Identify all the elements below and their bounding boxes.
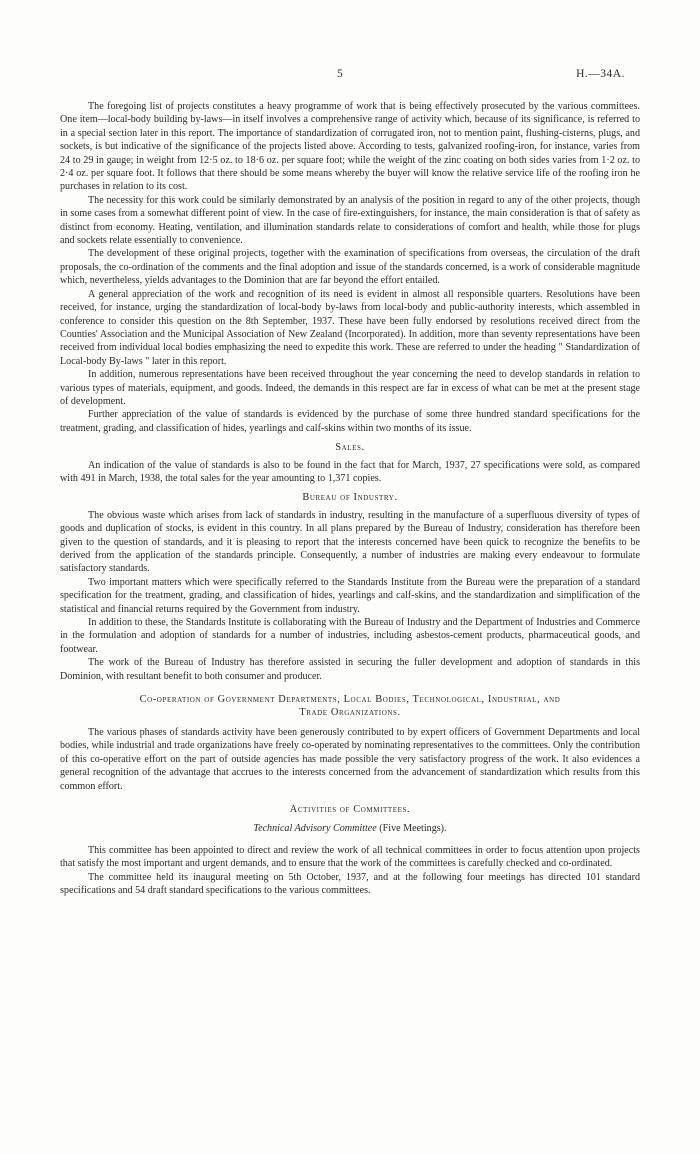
- subheading-title: Technical Advisory Committee: [253, 823, 377, 835]
- paragraph: This committee has been appointed to direct and review the work of all technical committees in order to focus attention upon projects that satisfy the most important and urgent demands, and to ensure that the work of the committees is carefully checked and co-ordinated.: [60, 844, 640, 870]
- paragraph: The development of these original projects, together with the examination of specifications from overseas, the circulation of the draft proposals, the co-ordination of the comments and the final adoption and issue of the standards concerned, is a work of considerable magnitude which, nevertheless, yields advantages to the Dominion that are far beyond the effort entailed.: [60, 248, 640, 287]
- paragraph: A general appreciation of the work and recognition of its need is evident in almost all responsible quarters. Resolutions have been received, for instance, urging the standardization of local-body by-laws from local-body and public-authority interests, which assembled in conference to consider this question on the 8th September, 1937. These have been fully endorsed by resolutions received direct from the Counties' Association and the Municipal Association of New Zealand (Incorporated). In addition, more than seventy representations have been received from individual local bodies emphasizing the need to expedite this work. These are referred to under the heading " Standardization of Local-body By-laws " later in this report.: [60, 288, 640, 367]
- document-body: [60, 100, 640, 897]
- section-heading-cooperation: [60, 693, 640, 720]
- page-header: [0, 68, 700, 84]
- paragraph: Further appreciation of the value of standards is evidenced by the purchase of some three hundred standard specifications for the treatment, grading, and classification of hides, yearlings and calf-skins within two months of its issue.: [60, 409, 640, 434]
- paragraph: In addition, numerous representations have been received throughout the year concerning the need to develop standards in relation to various types of materials, equipment, and goods. Indeed, the demands in this respect are far in excess of what can be met at the present stage of development.: [60, 369, 640, 407]
- paragraph: The obvious waste which arises from lack of standards in industry, resulting in the manufacture of a superfluous diversity of types of goods and duplication of stocks, is evident in this country. In all plans prepared by the Bureau of Industry, consideration has therefore been given to the question of standards, and it is pleasing to report that the interests concerned have been quick to recognize the benefits to be derived from the application of the standards principle. Consequently, a number of industries are making every endeavour to formulate satisfactory standards.: [60, 509, 640, 575]
- subheading-meetings: (Five Meetings).: [376, 823, 447, 835]
- heading-line: Trade Organizations.: [299, 707, 401, 719]
- paragraph: The committee held its inaugural meeting on 5th October, 1937, and at the following four meetings has directed 101 standard specifications and 54 draft standard specifications to the various committees.: [60, 871, 640, 896]
- page-number: 5: [337, 68, 343, 80]
- section-heading-sales: Sales.: [335, 442, 365, 454]
- paragraph: Two important matters which were specifically referred to the Standards Institute from the Bureau were the preparation of a standard specification for the treatment, grading, and classification of hides, yearlings and calf-skins, and the standardization and simplification of the statistical and financial returns required by the Government from industry.: [60, 576, 640, 615]
- section-heading-activities: Activities of Committees.: [289, 803, 411, 815]
- subsection-heading-tac: [60, 822, 640, 835]
- paragraph: In addition to these, the Standards Institute is collaborating with the Bureau of Industry and the Department of Industries and Commerce in the formulation and adoption of standards for a number of industries, including asbestos-cement products, pharmaceutical goods, and footwear.: [60, 617, 640, 655]
- heading-line: Co-operation of Government Departments, Local Bodies, Technological, Industrial, and: [139, 694, 561, 706]
- paragraph: An indication of the value of standards is also to be found in the fact that for March, 1937, 27 specifications were sold, as compared with 491 in March, 1938, the total sales for the year amounting to 1,371 copies.: [60, 459, 640, 484]
- paragraph: The necessity for this work could be similarly demonstrated by an analysis of the position in regard to any of the other projects, though in some cases from a somewhat different point of view. In the case of fire-extinguishers, for instance, the main consideration is that of safety as distinct from economy. Heating, ventilation, and illumination standards relate to considerations of comfort and health, while those for plugs and sockets relate essentially to convenience.: [60, 194, 640, 247]
- paragraph: The work of the Bureau of Industry has therefore assisted in securing the fuller development and adoption of standards in this Dominion, with resultant benefit to both consumer and producer.: [60, 657, 640, 682]
- paragraph: The various phases of standards activity have been generously contributed to by expert officers of Government Departments and local bodies, while industrial and trade organizations have freely co-operated by nominating representatives to the committees. Only the contribution of this co-operative effort on the part of outside agencies has made possible the very satisfactory progress of the work. It also evidences a general recognition of the advantage that accrues to the interests concerned from the advancement of standardization which results from this common effort.: [60, 726, 640, 792]
- paragraph: The foregoing list of projects constitutes a heavy programme of work that is being effectively prosecuted by the various committees. One item—local-body building by-laws—in itself involves a comprehensive range of activity which, because of its significance, is referred to in a special section later in this report. The importance of standardization of corrugated iron, not to mention paint, flushing-cisterns, plugs, and sockets, is but indicative of the significance of the projects listed above. According to tests, galvanized roofing-iron, for instance, varies from 24 to 29 in gauge; in weight from 12·5 oz. to 18·6 oz. per square foot; while the weight of the zinc coating on both sides varies from 1·2 oz. to 2·4 oz. per square foot. It follows that there should be some means whereby the buyer will know the relative service life of the roofing iron he purchases in relation to its cost.: [60, 101, 640, 193]
- section-heading-bureau: Bureau of Industry.: [302, 492, 398, 504]
- document-reference: H.—34A.: [576, 68, 625, 80]
